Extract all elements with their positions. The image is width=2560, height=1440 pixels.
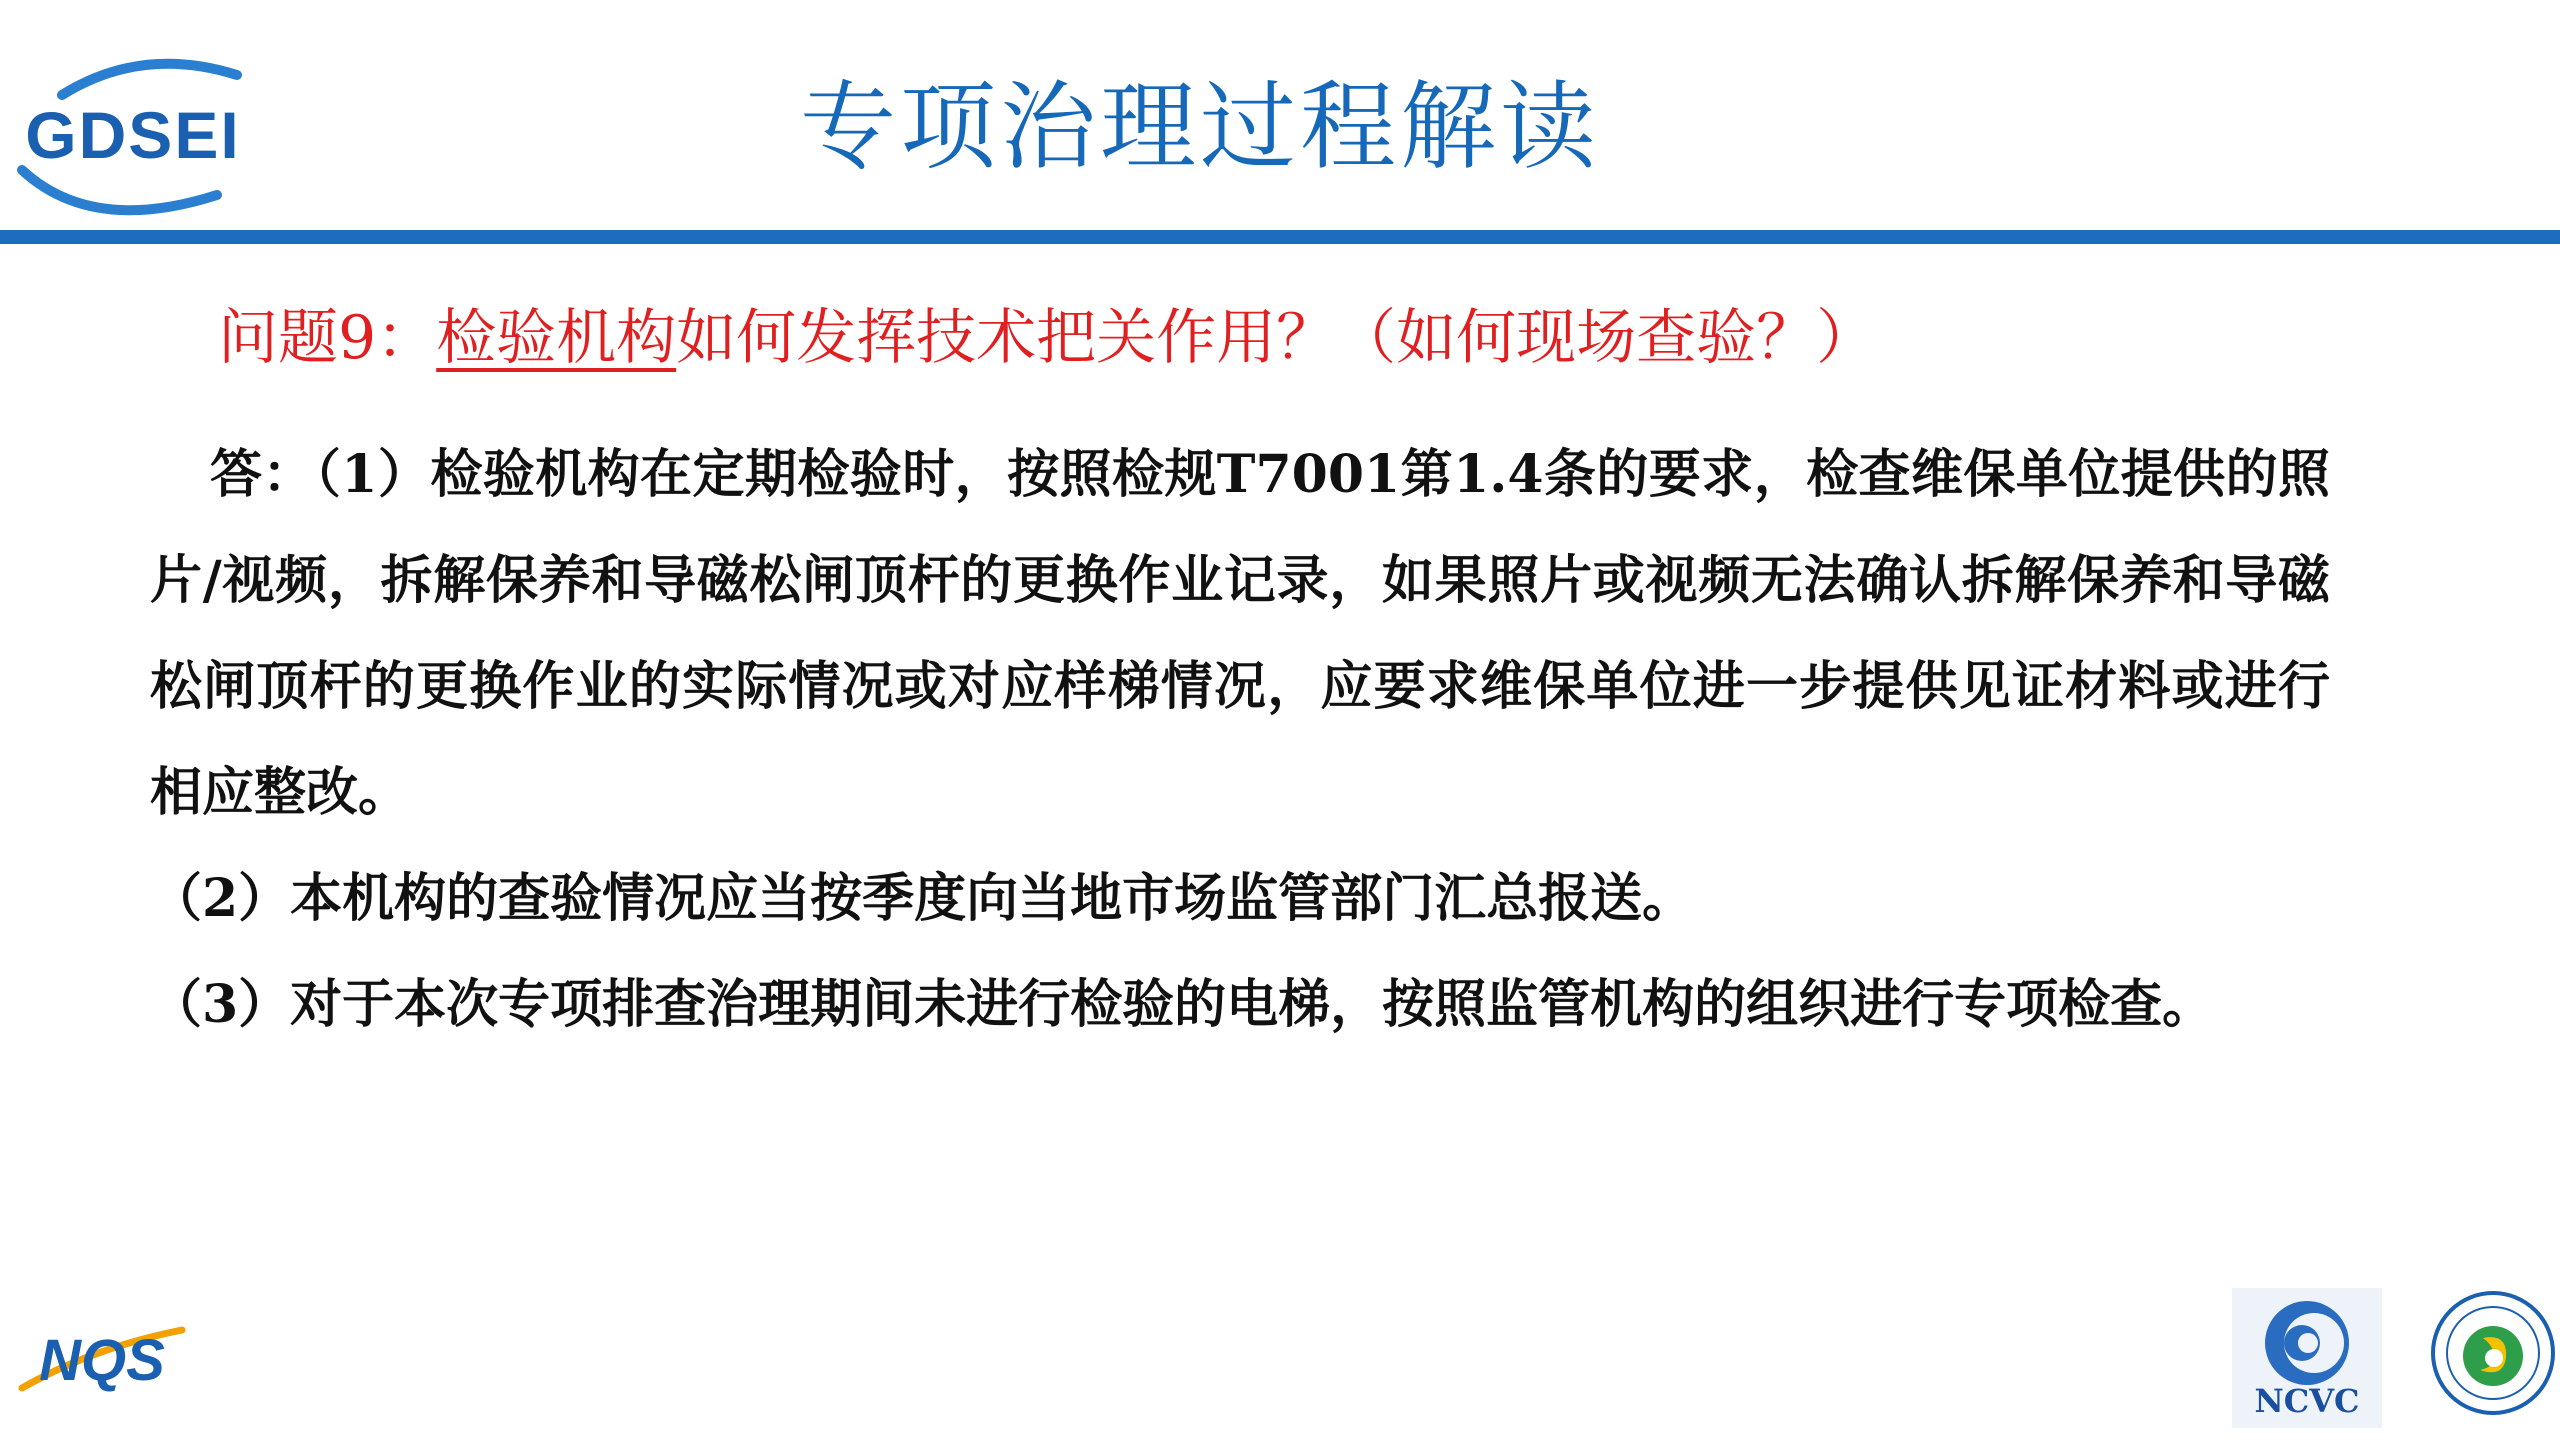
answer-paragraph-3: （3）对于本次专项排查治理期间未进行检验的电梯，按照监管机构的组织进行专项检查。	[150, 974, 2215, 1035]
ncvc-logo-label: NCVC	[2254, 1382, 2360, 1420]
question-rest: 如何发挥技术把关作用？（如何现场查验？）	[676, 303, 1877, 373]
page-title: 专项治理过程解读	[800, 71, 1600, 183]
svg-text:GDSEI: GDSEI	[25, 98, 241, 172]
question-heading	[218, 296, 1876, 380]
question-prefix: 问题9：	[218, 303, 437, 373]
svg-text:NQS: NQS	[39, 1328, 165, 1393]
nqs-logo	[12, 1318, 192, 1398]
seal-logo	[2428, 1288, 2558, 1418]
answer-paragraph-2: （2）本机构的查验情况应当按季度向当地市场监管部门汇总报送。	[150, 868, 1695, 929]
title-divider	[0, 230, 2560, 244]
question-underlined-term: 检验机构	[436, 303, 677, 373]
answer-paragraph-1: 答：（1）检验机构在定期检验时，按照检规T7001第1.4条的要求，检查维保单位提供的照片/视频，拆解保养和导磁松闸顶杆的更换作业记录，如果照片或视频无法确认拆解保养和导磁松闸顶杆的更换作业的实际情况或对应样梯情况，应要求维保单位进一步提供见证材料或进行相应整改。	[150, 444, 2330, 823]
answer-body	[150, 422, 2330, 1058]
